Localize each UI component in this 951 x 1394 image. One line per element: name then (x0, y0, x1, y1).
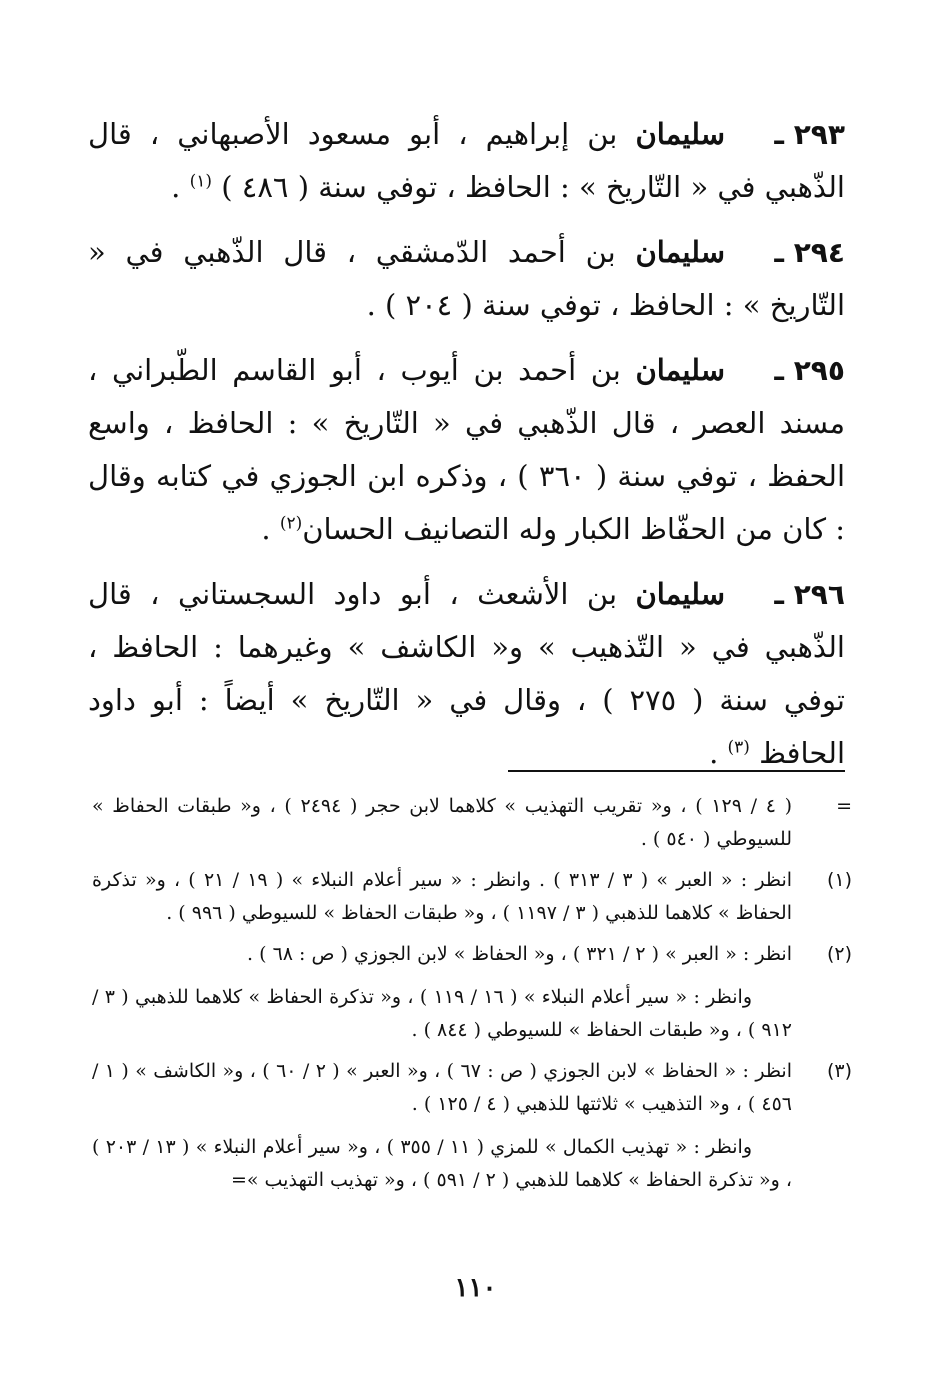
footnote-text: ( ٤ / ١٢٩ ) ، و« تقريب التهذيب » كلاهما لابن حجر ( ٢٤٩٤ ) ، و« طبقات الحفاظ » للسيوطي ( ٥٤٠ ) . (92, 795, 793, 850)
entry-tail: . (709, 736, 728, 770)
entry-number: ٢٩٥ ـ (774, 354, 845, 387)
entry-body: بن أحمد الدّمشقي ، قال الذّهبي في « التّاريخ » : الحافظ ، توفي سنة ( ٢٠٤ ) . (88, 235, 845, 322)
footnote-mark: (١) (826, 869, 852, 891)
footnote-reference[interactable]: (١) (189, 171, 212, 192)
entry-text (88, 568, 845, 780)
entry-body: بن أحمد بن أيوب ، أبو القاسم الطّبراني ، مسند العصر ، قال الذّهبي في « التّاريخ » : الحافظ ، واسع الحفظ ، توفي سنة ( ٣٦٠ ) ، وذكره ابن الجوزي في كتابه وقال : كان من الحفّاظ الكبار وله التصانيف الحسان (88, 353, 845, 546)
entry-body: بن الأشعث ، أبو داود السجستاني ، قال الذّهبي في « التّذهيب » و« الكاشف » وغيرهما : الحافظ ، توفي سنة ( ٢٧٥ ) ، وقال في « التّاريخ » أيضاً : أبو داود الحافظ (88, 577, 846, 770)
entry-text (88, 108, 845, 214)
entry-296 (88, 568, 845, 780)
entry-name: سليمان (635, 577, 725, 611)
footnote-2 (92, 938, 852, 1047)
footnote-1 (92, 864, 852, 930)
footnote-text: انظر : « الحفاظ » لابن الجوزي ( ص : ٦٧ ) ، و« العبر » ( ٢ / ٦٠ ) ، و« الكاشف » ( ١ / ٤٥٦ ) ، و« التذهيب » ثلاثتها للذهبي ( ٤ / ١٢٥ ) . (92, 1060, 792, 1115)
footnote-continuation (92, 790, 852, 856)
footnote-3 (92, 1055, 852, 1197)
entry-number: ٢٩٣ ـ (774, 118, 845, 151)
footnotes (92, 790, 852, 1205)
entry-tail: . (261, 512, 280, 546)
entry-293 (88, 108, 845, 214)
footnote-separator (508, 770, 845, 772)
entry-294 (88, 226, 845, 332)
entry-text (88, 226, 845, 332)
entry-number: ٢٩٤ ـ (774, 236, 845, 269)
footnote-text: انظر : « العبر » ( ٢ / ٣٢١ ) ، و« الحفاظ » لابن الجوزي ( ص : ٦٨ ) . (247, 943, 792, 965)
footnote-text: وانظر : « تهذيب الكمال » للمزي ( ١١ / ٣٥٥ ) ، و« سير أعلام النبلاء » ( ١٣ / ٢٠٣ ) ، و« تذكرة الحفاظ » كلاهما للذهبي ( ٢ / ٥٩١ ) ، و« تهذيب التهذيب »= (92, 1136, 792, 1191)
footnote-mark: (٢) (826, 943, 852, 965)
footnote-text: انظر : « العبر » ( ٣ / ٣١٣ ) . وانظر : « سير أعلام النبلاء » ( ١٩ / ٢١ ) ، و« تذكرة الحفاظ » كلاهما للذهبي ( ٣ / ١١٩٧ ) ، و« طبقات الحفاظ » للسيوطي ( ٩٩٦ ) . (92, 869, 793, 924)
entry-name: سليمان (635, 235, 725, 269)
entry-name: سليمان (635, 117, 725, 151)
footnote-reference[interactable]: (٣) (727, 737, 750, 758)
footnote-mark: (٣) (826, 1060, 852, 1082)
entry-text (88, 344, 845, 556)
page-number: ١١٠ (454, 1273, 497, 1303)
entry-tail: . (171, 170, 190, 204)
footnote-mark: = (836, 795, 852, 817)
entry-295 (88, 344, 845, 556)
entry-number: ٢٩٦ ـ (774, 578, 845, 611)
footnote-reference[interactable]: (٢) (279, 513, 303, 534)
footnote-text: وانظر : « سير أعلام النبلاء » ( ١٦ / ١١٩ ) ، و« تذكرة الحفاظ » كلاهما للذهبي ( ٣ / ٩١٢ ) ، و« طبقات الحفاظ » للسيوطي ( ٨٤٤ ) . (92, 986, 792, 1041)
entry-name: سليمان (635, 353, 725, 387)
biography-entries (88, 108, 845, 792)
entry-body: بن إبراهيم ، أبو مسعود الأصبهاني ، قال الذّهبي في « التّاريخ » : الحافظ ، توفي سنة ( ٤٨٦ ) (88, 117, 845, 204)
